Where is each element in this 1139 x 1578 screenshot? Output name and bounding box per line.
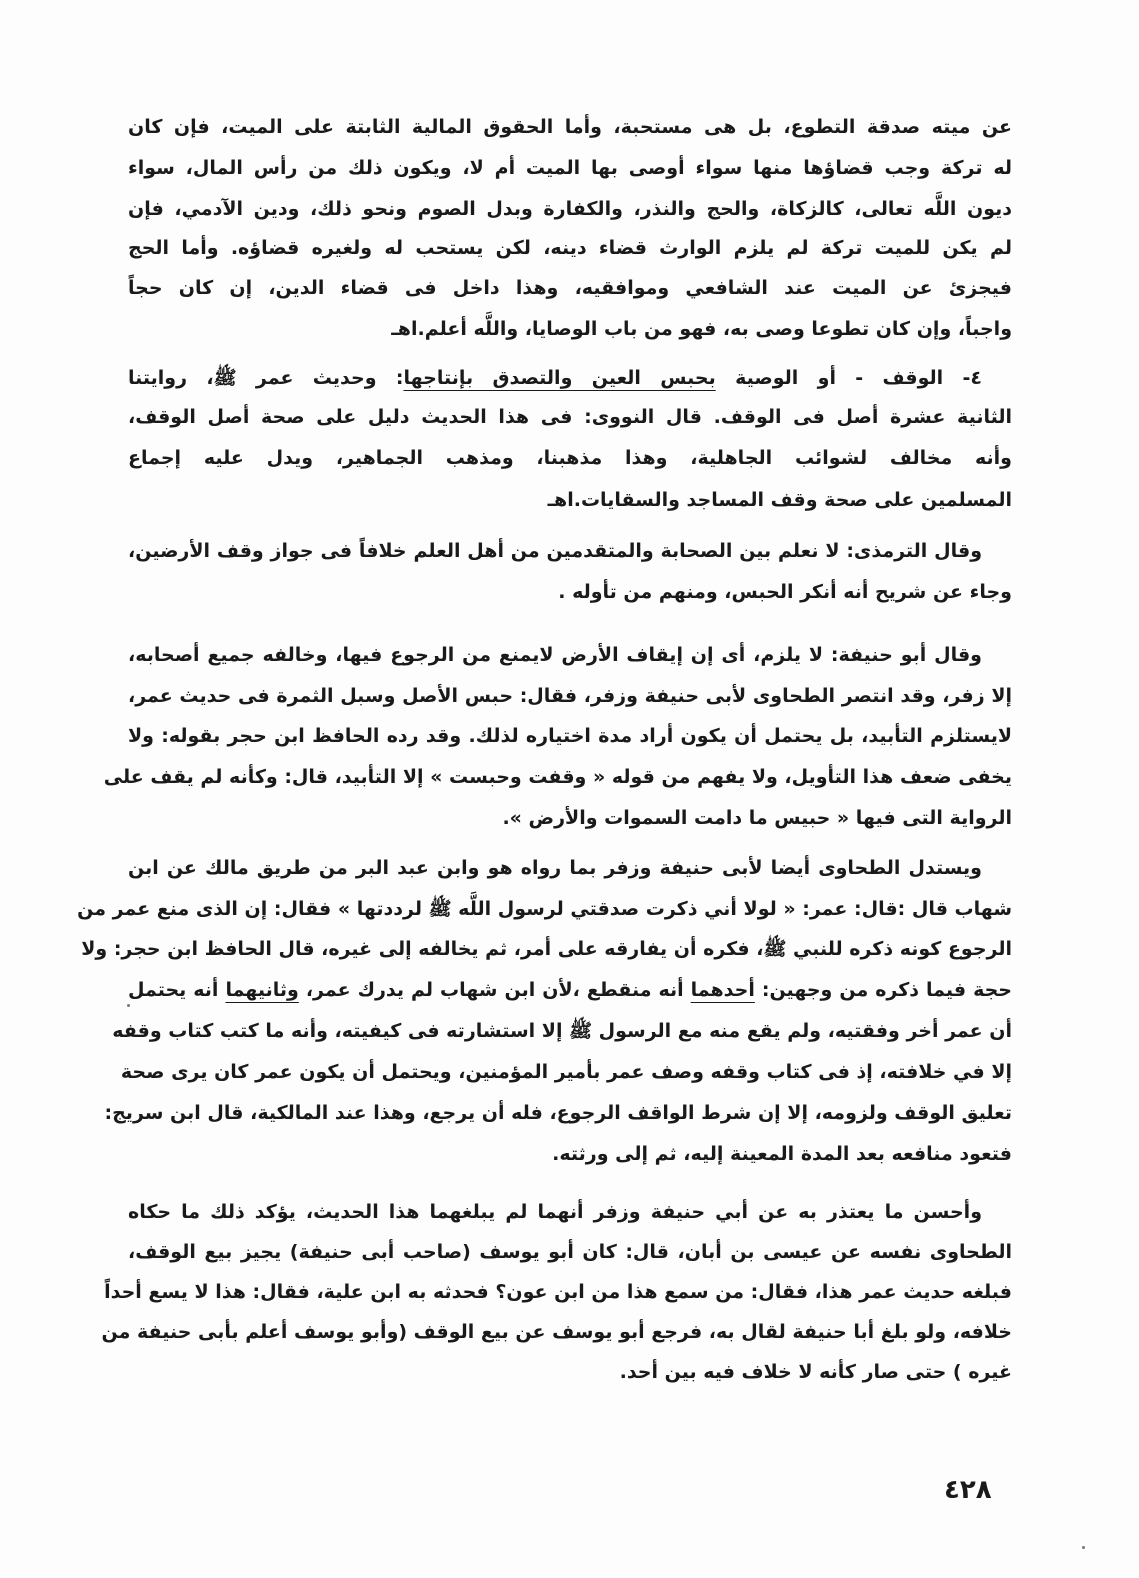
text-line xyxy=(112,1016,1012,1046)
text-line xyxy=(128,233,1012,263)
text-segment: الثانية عشرة أصل فى الوقف. قال النووى: فى هذا الحديث دليل على صحة أصل الوقف، xyxy=(128,406,1012,428)
text-line xyxy=(128,363,1012,393)
text-line xyxy=(128,536,1012,566)
text-line xyxy=(120,1057,1012,1087)
underlined-text: بحبس العين والتصدق بإنتاجها xyxy=(403,367,716,389)
text-line xyxy=(128,853,1012,883)
text-segment: فبلغه حديث عمر هذا، فقال: من سمع هذا من ابن عون؟ فحدثه به ابن علية، فقال: هذا لا يسع أحداً xyxy=(104,1281,1012,1303)
text-line xyxy=(128,640,1012,670)
text-line xyxy=(81,934,1012,964)
text-line xyxy=(128,1139,1012,1169)
text-segment: وأحسن ما يعتذر به عن أبي حنيفة وزفر أنهما لم يبلغهما هذا الحديث، يؤكد ذلك ما حكاه xyxy=(128,1201,982,1223)
text-segment: الرجوع كونه ذكره للنبي ﷺ، فكره أن يفارقه على أمر، ثم يخالفه إلى غيره، قال الحافظ ابن حجر: ولا xyxy=(81,938,1012,960)
text-segment: المسلمين على صحة وقف المساجد والسقايات.اهـ xyxy=(547,489,1012,511)
text-segment: تعليق الوقف ولزومه، إلا إن شرط الواقف الرجوع، فله أن يرجع، وهذا عند المالكية، قال ابن سريج: xyxy=(104,1102,1012,1124)
text-line xyxy=(128,112,1012,142)
text-line xyxy=(128,681,1012,711)
text-segment: واجباً، وإن كان تطوعا وصى به، فهو من باب الوصايا، واللَّه أعلم.اهـ xyxy=(391,318,1012,340)
text-segment: إلا زفر، وقد انتصر الطحاوى لأبى حنيفة وزفر، فقال: حبس الأصل وسبل الثمرة فى حديث عمر، xyxy=(128,685,1012,707)
text-line xyxy=(101,1317,1012,1347)
text-segment: أن عمر أخر وفقتيه، ولم يقع منه مع الرسول ﷺ إلا استشارته فى كيفيته، وأنه ما كتب كتاب وقفه xyxy=(112,1020,1012,1042)
text-line xyxy=(128,485,1012,515)
text-segment: أنه منقطع ،لأن ابن شهاب لم يدرك عمر، xyxy=(298,979,691,1001)
text-segment: ديون اللَّه تعالى، كالزكاة، والحج والنذر، والكفارة وبدل الصوم ونحو ذلك، ودين الآدمي، فإن xyxy=(128,198,1012,220)
text-segment: وقال الترمذى: لا نعلم بين الصحابة والمتقدمين من أهل العلم خلافاً فى جواز وقف الأرضين، xyxy=(128,540,982,562)
text-line xyxy=(77,894,1012,924)
text-segment: خلافه، ولو بلغ أبا حنيفة لقال به، فرجع أبو يوسف عن بيع الوقف (وأبو يوسف أعلم بأبى حنيفة من xyxy=(101,1321,1012,1343)
text-segment: حجة فيما ذكره من وجهين: xyxy=(754,979,1013,1001)
text-line xyxy=(128,194,1012,224)
underlined-text: أحدهما xyxy=(690,979,755,1001)
text-segment: ويستدل الطحاوى أيضا لأبى حنيفة وزفر بما رواه هو وابن عبد البر من طريق مالك عن ابن xyxy=(128,857,982,879)
text-line xyxy=(128,1357,1012,1387)
text-segment: فيجزئ عن الميت عند الشافعي وموافقيه، وهذا داخل فى قضاء الدين، إن كان حجاً xyxy=(128,277,1012,299)
text-segment: وأنه مخالف لشوائب الجاهلية، وهذا مذهبنا، ومذهب الجماهير، ويدل عليه إجماع xyxy=(128,447,1012,469)
text-line xyxy=(104,1098,1012,1128)
text-line xyxy=(128,273,1012,303)
text-line xyxy=(103,762,1012,792)
underlined-text: وثانيهما xyxy=(225,979,299,1001)
text-segment: وجاء عن شريح أنه أنكر الحبس، ومنهم من تأوله . xyxy=(558,581,1012,603)
text-line xyxy=(104,1277,1012,1307)
text-line xyxy=(128,721,1012,751)
text-line xyxy=(128,402,1012,432)
page-number: ٤٢٨ xyxy=(944,1475,992,1505)
text-segment: ٤- الوقف - أو الوصية xyxy=(715,367,983,389)
text-line xyxy=(128,577,1012,607)
scan-speck xyxy=(1082,1546,1085,1549)
text-segment: الرواية التى فيها « حبيس ما دامت السموات والأرض ». xyxy=(502,807,1012,829)
text-segment: له تركة وجب قضاؤها منها سواء أوصى بها الميت أم لا، ويكون ذلك من رأس المال، سواء xyxy=(128,157,1012,179)
text-segment: إلا في خلافته، إذ فى كتاب وقفه وصف عمر بأمير المؤمنين، ويحتمل أن يكون عمر كان يرى صحة xyxy=(120,1061,1012,1083)
text-line xyxy=(128,1237,1012,1267)
text-segment: الطحاوى نفسه عن عيسى بن أبان، قال: كان أبو يوسف (صاحب أبى حنيفة) يجيز بيع الوقف، xyxy=(128,1241,1012,1263)
text-segment: : وحديث عمر ﷺ، روايتنا xyxy=(128,367,404,389)
text-line xyxy=(128,443,1012,473)
text-segment: أنه يحتمل xyxy=(128,979,226,1001)
text-line xyxy=(128,803,1012,833)
text-segment: يخفى ضعف هذا التأويل، ولا يفهم من قوله « وقفت وحبست » إلا التأبيد، قال: وكأنه لم يقف على xyxy=(103,766,1012,788)
text-segment: وقال أبو حنيفة: لا يلزم، أى إن إيقاف الأرض لايمنع من الرجوع فيها، وخالفه جميع أصحابه، xyxy=(128,644,982,666)
text-segment: لايستلزم التأبيد، بل يحتمل أن يكون أراد مدة اختياره لذلك. وقد رده الحافظ ابن حجر بقوله: ولا xyxy=(128,725,1012,747)
text-segment: عن ميته صدقة التطوع، بل هى مستحبة، وأما الحقوق المالية الثابتة على الميت، فإن كان xyxy=(128,116,1012,138)
text-segment: غيره ) حتى صار كأنه لا خلاف فيه بين أحد. xyxy=(619,1361,1012,1383)
text-segment: لم يكن للميت تركة لم يلزم الوارث قضاء دينه، لكن يستحب له ولغيره قضاؤه. وأما الحج xyxy=(128,237,1012,259)
text-segment: فتعود منافعه بعد المدة المعينة إليه، ثم إلى ورثته. xyxy=(552,1143,1012,1165)
text-segment: شهاب قال :قال: عمر: « لولا أني ذكرت صدقتي لرسول اللَّه ﷺ لرددتها » فقال: إن الذى منع عمر من xyxy=(77,898,1012,920)
text-line xyxy=(128,314,1012,344)
text-line xyxy=(128,1197,1012,1227)
text-line xyxy=(128,975,1012,1005)
text-line xyxy=(128,153,1012,183)
